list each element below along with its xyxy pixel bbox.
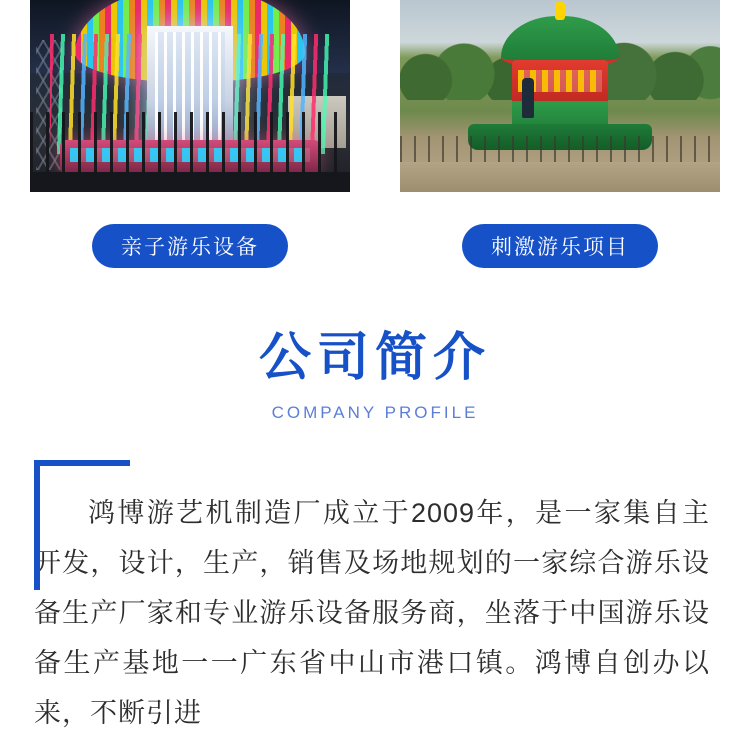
person-silhouette — [522, 78, 534, 118]
product-gallery — [0, 0, 750, 268]
product-button-parent-child-equipment[interactable]: 亲子游乐设备 — [92, 224, 288, 268]
decorative-corner-bracket — [34, 460, 130, 466]
product-button-thrill-rides[interactable]: 刺激游乐项目 — [462, 224, 658, 268]
ground — [30, 172, 350, 192]
product-card-2 — [400, 0, 720, 268]
product-card-1 — [30, 0, 350, 268]
company-intro-paragraph: 鸿博游艺机制造厂成立于2009年，是一家集自主开发，设计，生产，销售及场地规划的一家综合游乐设备生产厂家和专业游乐设备服务商，坐落于中国游乐设备生产基地一一广东省中山市港口镇。鸿博自创办以来，不断引进 — [34, 498, 710, 728]
company-intro-block — [0, 460, 750, 738]
section-title-chinese: 公司简介 — [258, 329, 491, 387]
night-carousel-ride-photo — [30, 0, 350, 192]
ground — [400, 162, 720, 192]
green-tower-ride-photo — [400, 0, 720, 192]
section-header — [0, 330, 750, 423]
section-title-english: COMPANY PROFILE — [271, 403, 479, 423]
